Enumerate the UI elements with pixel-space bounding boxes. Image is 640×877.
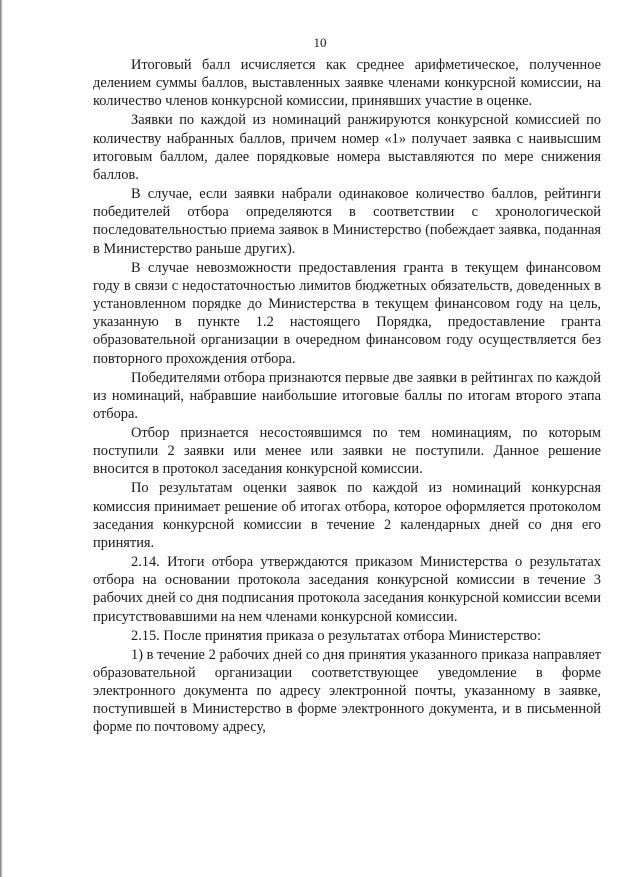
paragraph-commission-decision: По результатам оценки заявок по каждой из номинаций конкурсная комиссия принимает решение об итогах отбора, которое оформляется протоколом заседания конкурсной комиссии в течение 2 календарных дней со дня его принятия. bbox=[93, 480, 601, 552]
paragraph-clause-2-15-item-1: 1) в течение 2 рабочих дней со дня принятия указанного приказа направляет образовательной организации соответствующее уведомление в форме электронного документа по адресу электронной почты, указанному в заявке, поступившей в Министерство в форме электронного документа, и в письменной форме по почтовому адресу, bbox=[93, 646, 601, 736]
paragraph-final-score: Итоговый балл исчисляется как среднее арифметическое, полученное делением суммы баллов, выставленных заявке членами конкурсной комиссии, на количество членов конкурсной комиссии, принявших участие в оценке. bbox=[93, 57, 601, 110]
paragraph-equal-scores: В случае, если заявки набрали одинаковое количество баллов, рейтинги победителей отбора определяются в соответствии с хронологической последовательностью приема заявок в Министерство (побеждает заявка, поданная в Министерство раньше других). bbox=[93, 186, 601, 257]
paragraph-failed-selection: Отбор признается несостоявшимся по тем номинациям, по которым поступили 2 заявки или менее или заявки не поступили. Данное решение вносится в протокол заседания конкурсной комиссии. bbox=[93, 425, 601, 478]
paragraph-ranking: Заявки по каждой из номинаций ранжируются конкурсной комиссией по количеству набранных баллов, причем номер «1» получает заявка с наивысшим итоговым баллом, далее порядковые номера выставляются по мере снижения баллов. bbox=[93, 112, 601, 184]
paragraph-clause-2-15: 2.15. После принятия приказа о результатах отбора Министерство: bbox=[131, 627, 541, 644]
paragraph-winners: Победителями отбора признаются первые две заявки в рейтингах по каждой из номинаций, набравшие наибольшие итоговые баллы по итогам второго этапа отбора. bbox=[93, 369, 601, 423]
page-number: 10 bbox=[313, 35, 327, 50]
paragraph-clause-2-14: 2.14. Итоги отбора утверждаются приказом Министерства о результатах отбора на основании протокола заседания конкурсной комиссии в течение 3 рабочих дней со дня подписания протокола заседания конкурсной комиссии всеми присутствовавшими на нем членами конкурсной комиссии. bbox=[93, 554, 601, 625]
scan-edge-shadow bbox=[0, 0, 3, 877]
document-body bbox=[93, 56, 601, 737]
paragraph-grant-impossibility: В случае невозможности предоставления гранта в текущем финансовом году в связи с недостаточностью лимитов бюджетных обязательств, доведенных в установленном порядке до Министерства в текущем финансовом году на цель, указанную в пункте 1.2 настоящего Порядка, предоставление гранта образовательной организации в очередном финансовом году осуществляется без повторного прохождения отбора. bbox=[93, 259, 601, 367]
